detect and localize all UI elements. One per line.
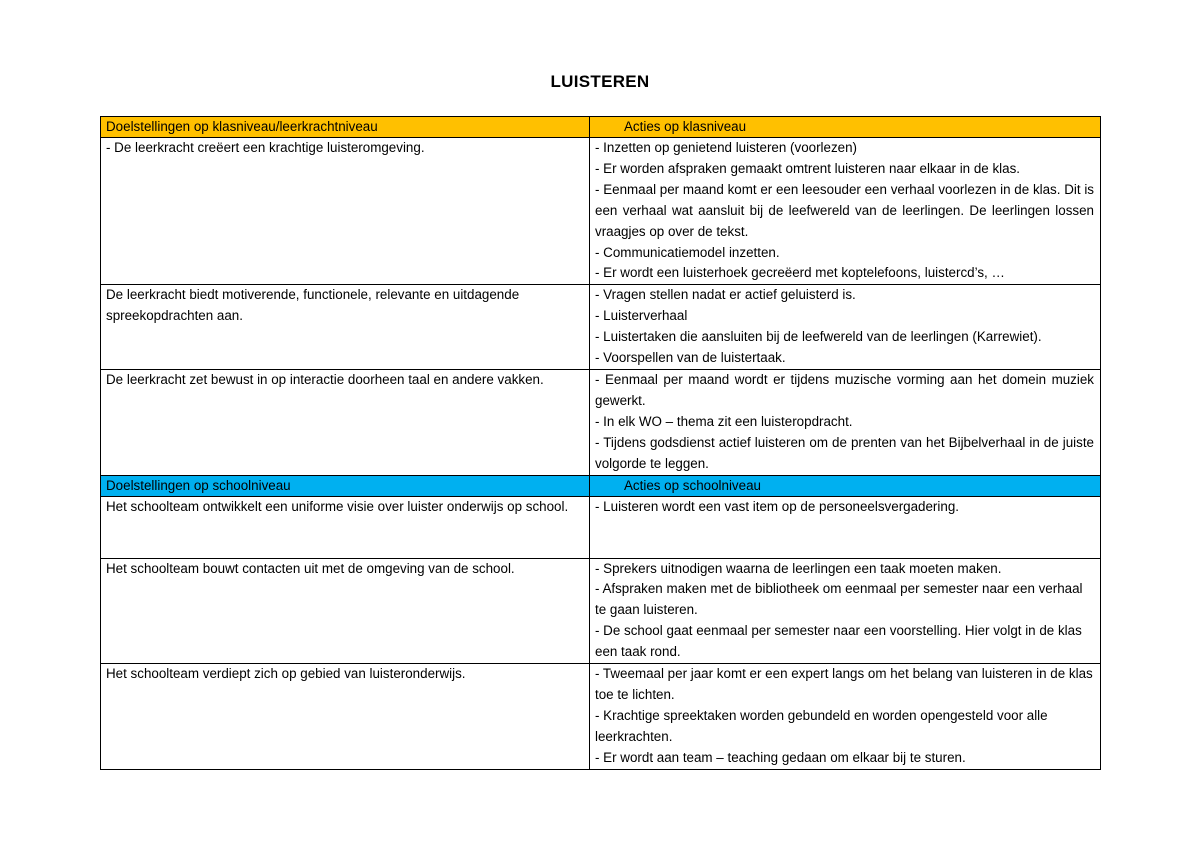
table-row [101,664,1101,770]
table-row [101,369,1101,475]
action-item: - Er wordt een luisterhoek gecreëerd met koptelefoons, luistercd’s, … [595,265,1005,281]
action-item: - Eenmaal per maand komt er een leesouder een verhaal voorlezen in de klas. Dit is een verhaal wat aansluit bij de leefwereld van de leerlingen. De leerlingen lossen vraagjes op over de tekst. [595,181,1094,239]
page-title: LUISTEREN [550,72,650,91]
table-row [101,138,1101,285]
school-goals-header: Doelstellingen op schoolniveau [101,475,590,496]
actions-cell [590,285,1101,370]
actions-cell [590,664,1101,770]
action-item: - Afspraken maken met de bibliotheek om eenmaal per semester naar een verhaal te gaan luisteren. [595,581,1083,618]
goal-cell: Het schoolteam verdiept zich op gebied van luisteronderwijs. [101,664,590,770]
table-row [101,558,1101,664]
action-item: - Luistertaken die aansluiten bij de leefwereld van de leerlingen (Karrewiet). [595,329,1042,345]
action-item: - Voorspellen van de luistertaak. [595,350,786,366]
class-goals-header: Doelstellingen op klasniveau/leerkrachtniveau [101,117,590,138]
class-level-header-row [101,117,1101,138]
action-item: - Tweemaal per jaar komt er een expert langs om het belang van luisteren in de klas toe te lichten. [595,666,1093,702]
action-item: - Luisterverhaal [595,308,688,324]
table-row [101,496,1101,558]
action-item: - Inzetten op genietend luisteren (voorlezen) [595,140,858,155]
action-item: - Er wordt aan team – teaching gedaan om elkaar bij te sturen. [595,749,966,765]
action-item: - Eenmaal per maand wordt er tijdens muzische vorming aan het domein muziek gewerkt. [595,371,1094,408]
goal-cell: De leerkracht biedt motiverende, functionele, relevante en uitdagende spreekopdrachten aan. [101,285,590,370]
action-item: - Luisteren wordt een vast item op de personeelsvergadering. [595,498,959,514]
goal-cell: Het schoolteam bouwt contacten uit met de omgeving van de school. [101,558,590,664]
action-item: - Tijdens godsdienst actief luisteren om de prenten van het Bijbelverhaal in de juiste volgorde te leggen. [595,434,1094,471]
actions-cell [590,369,1101,475]
goals-actions-table [100,116,1101,770]
goal-cell: - De leerkracht creëert een krachtige luisteromgeving. [101,138,590,285]
goal-cell: Het schoolteam ontwikkelt een uniforme visie over luister onderwijs op school. [101,496,590,558]
table-row [101,285,1101,370]
actions-cell [590,496,1101,558]
action-item: - De school gaat eenmaal per semester naar een voorstelling. Hier volgt in de klas een taak rond. [595,623,1082,660]
class-actions-header: Acties op klasniveau [590,117,1101,138]
action-item: - Krachtige spreektaken worden gebundeld en worden opengesteld voor alle leerkrachten. [595,707,1048,744]
school-actions-header: Acties op schoolniveau [590,475,1101,496]
school-level-header-row [101,475,1101,496]
action-item: - Er worden afspraken gemaakt omtrent luisteren naar elkaar in de klas. [595,160,1020,176]
actions-cell [590,558,1101,664]
action-item: - Vragen stellen nadat er actief geluisterd is. [595,287,856,303]
actions-cell [590,138,1101,285]
goal-cell: De leerkracht zet bewust in op interactie doorheen taal en andere vakken. [101,369,590,475]
action-item: - Communicatiemodel inzetten. [595,244,780,260]
action-item: - In elk WO – thema zit een luisteropdracht. [595,413,853,429]
action-item: - Sprekers uitnodigen waarna de leerlingen een taak moeten maken. [595,560,1002,576]
